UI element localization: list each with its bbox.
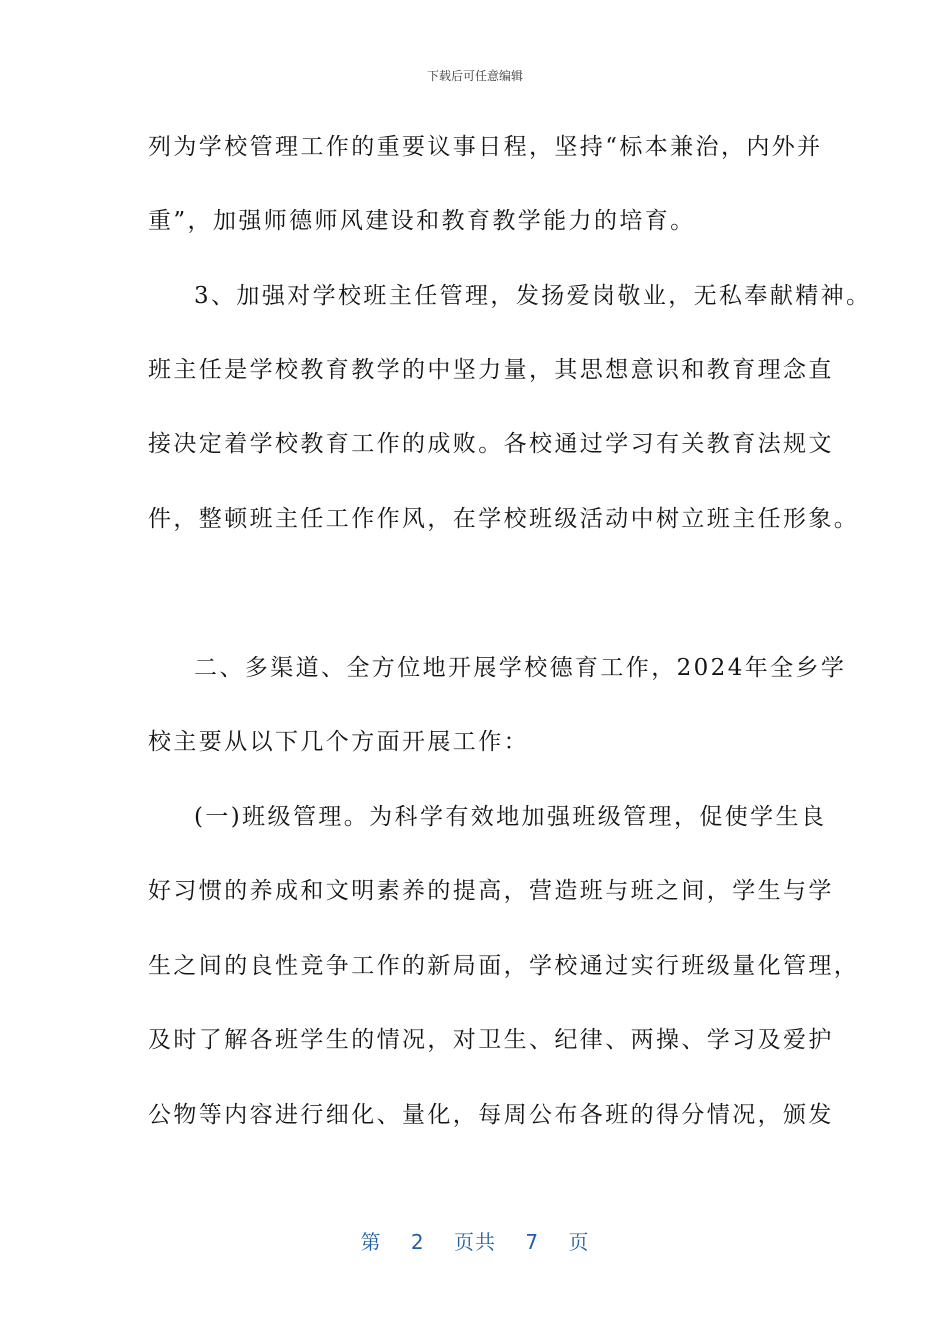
paragraph-line: 3、加强对学校班主任管理，发扬爱岗敬业，无私奉献精神。	[194, 283, 872, 309]
paragraph-line: 好习惯的养成和文明素养的提高，营造班与班之间，学生与学	[148, 878, 834, 904]
paragraph-line: 生之间的良性竞争工作的新局面，学校通过实行班级量化管理，	[148, 953, 860, 979]
paragraph-line: 及时了解各班学生的情况，对卫生、纪律、两操、学习及爱护	[148, 1027, 834, 1053]
paragraph-line: 重”，加强师德师风建设和教育教学能力的培育。	[148, 208, 696, 234]
paragraph-line: 二、多渠道、全方位地开展学校德育工作，2024年全乡学	[194, 655, 847, 681]
footer-middle: 页共	[454, 1230, 496, 1254]
paragraph-line: 件，整顿班主任工作作风，在学校班级活动中树立班主任形象。	[148, 506, 860, 532]
footer-suffix: 页	[568, 1230, 590, 1254]
paragraph-line: 接决定着学校教育工作的成败。各校通过学习有关教育法规文	[148, 431, 834, 457]
current-page-number: 2	[410, 1230, 425, 1254]
paragraph-line: 列为学校管理工作的重要议事日程，坚持“标本兼治，内外并	[148, 134, 823, 160]
paragraph-line: 校主要从以下几个方面开展工作：	[148, 729, 529, 755]
paragraph-line: 班主任是学校教育教学的中坚力量，其思想意识和教育理念直	[148, 357, 834, 383]
paragraph-line: (一)班级管理。为科学有效地加强班级管理，促使学生良	[194, 804, 827, 830]
page-footer	[0, 1226, 950, 1255]
footer-prefix: 第	[360, 1230, 382, 1254]
page-header: 下载后可任意编辑	[426, 69, 523, 83]
total-pages-number: 7	[525, 1230, 540, 1254]
paragraph-line: 公物等内容进行细化、量化，每周公布各班的得分情况，颁发	[148, 1102, 834, 1128]
